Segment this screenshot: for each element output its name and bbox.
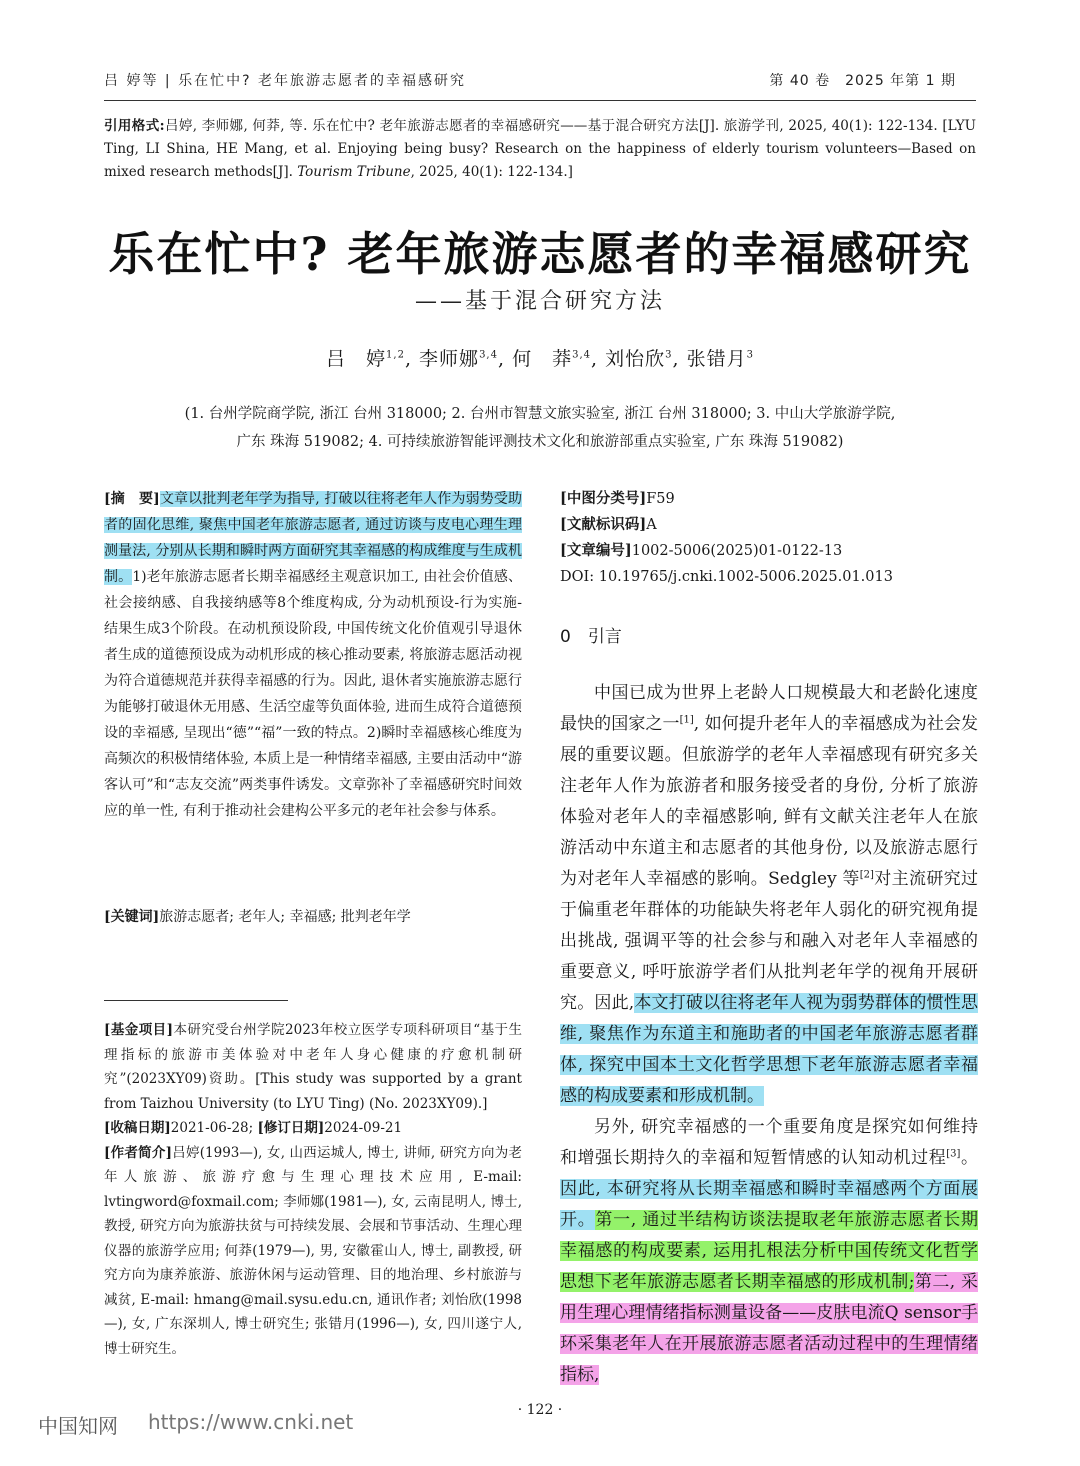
revised-label: [修订日期] — [257, 1120, 325, 1136]
abstract — [104, 486, 522, 824]
received-label: [收稿日期] — [104, 1120, 171, 1136]
doi: DOI: 10.19765/j.cnki.1002-5006.2025.01.013 — [560, 569, 893, 585]
clc-value: F59 — [646, 491, 675, 507]
author-bio-label: [作者简介] — [104, 1144, 173, 1161]
ref-marker: [2] — [859, 869, 874, 881]
keywords-text: 旅游志愿者; 老年人; 幸福感; 批判老年学 — [159, 909, 411, 925]
affiliation-line: 广东 珠海 519082; 4. 可持续旅游智能评测技术文化和旅游部重点实验室, 广东 珠海 519082) — [236, 434, 844, 450]
text-run: 中国已成为世界上老龄人口规模最大和老龄化速度最快的国家之一 — [560, 683, 978, 734]
cnki-logo: 中国知网 — [38, 1414, 118, 1438]
article-id-value: 1002-5006(2025)01-0122-13 — [631, 543, 843, 559]
citation-block — [104, 115, 976, 184]
author-list: 吕 婷$^{1,2}$, 李师娜$^{3,4}$, 何 莽$^{3,4}$, 刘怡欣$^3$, 张错月$^3$ — [326, 348, 754, 370]
abstract-highlight: 文章以批判老年学为指导, 打破以往将老年人作为弱势受助者的固化思维, 聚焦中国老年旅游志愿者, 通过访谈与皮电心理生理测量法, 分别从长期和瞬时两方面研究其幸福感的构成维度与生成机制。 — [104, 491, 522, 585]
author-name: 李师娜 — [419, 348, 480, 370]
fund-info — [104, 1018, 522, 1116]
author-affil-sup: 3,4 — [479, 349, 498, 361]
highlight-green: 第一, 通过半结构访谈法提取老年旅游志愿者长期幸福感的构成要素, 运用扎根法分析中国传统文化哲学思想下老年旅游志愿者长期幸福感的形成机制; — [560, 1210, 979, 1292]
article-meta — [560, 486, 978, 590]
author-name: 张错月 — [686, 348, 747, 370]
page-number: · 122 · — [517, 1402, 563, 1418]
affiliation-line: (1. 台州学院商学院, 浙江 台州 318000; 2. 台州市智慧文旅实验室, 浙江 台州 318000; 3. 中山大学旅游学院, — [184, 406, 896, 422]
citation-label: 引用格式: — [104, 118, 165, 134]
author-bio — [104, 1141, 522, 1362]
running-title: 吕 婷等 | 乐在忙中? 老年旅游志愿者的幸福感研究 — [104, 73, 466, 89]
keywords-label: [关键词] — [104, 909, 160, 925]
affiliations — [140, 400, 940, 456]
doc-code-label: [文献标识码] — [560, 516, 647, 533]
article-id-row — [560, 538, 978, 564]
clc-row — [560, 486, 978, 512]
paper-subtitle: ——基于混合研究方法 — [414, 289, 665, 314]
paper-title: 乐在忙中? 老年旅游志愿者的幸福感研究 — [108, 227, 972, 281]
clc-label: [中图分类号] — [560, 490, 647, 507]
author-affil-sup: 3 — [665, 349, 673, 361]
footnote-block — [104, 1018, 522, 1361]
text-run: 。 — [960, 1148, 979, 1168]
abstract-label: [摘 要] — [104, 491, 160, 507]
received-date: 2021-06-28; — [170, 1120, 254, 1136]
ref-marker: [3] — [946, 1148, 961, 1160]
fund-text: 本研究受台州学院2023年校立医学专项科研项目“基于生理指标的旅游市美体验对中老年人身心健康的疗愈机制研究”(2023XY09)资助。[This study was supported by a grant from Taizhou University (to LYU Ting) (No. 2023XY09).] — [104, 1022, 522, 1112]
text-run: , 如何提升老年人的幸福感成为社会发展的重要议题。但旅游学的老年人幸福感现有研究多关注老年人作为旅游者和服务接受者的身份, 分析了旅游体验对老年人的幸福感影响, 鲜有文献关注老年人在旅游活动中东道主和志愿者的其他身份, 以及旅游志愿行为对老年人幸福感的影响。Sedgley 等 — [560, 714, 979, 889]
intro-paragraph — [560, 1112, 978, 1391]
author-name: 刘怡欣 — [605, 348, 666, 370]
highlight-pink: 第二, 采用生理心理情绪指标测量设备——皮肤电流Q sensor手环采集老年人在开展旅游志愿者活动过程中的生理情绪指标, — [560, 1272, 979, 1385]
author-name: 何 莽 — [512, 348, 573, 370]
doc-code-value: A — [646, 517, 657, 533]
footnote-divider — [104, 1000, 288, 1001]
author-bio-text: 吕婷(1993—), 女, 山西运城人, 博士, 讲师, 研究方向为老年人旅游、旅游疗愈与生理心理技术应用, E-mail: lvtingword@foxmail.com; 李师娜(1981—), 女, 云南昆明人, 博士, 教授, 研究方向为旅游扶贫与可持续发展、会展和节事活动、生理心理仪器的旅游学应用; 何莽(1979—), 男, 安徽霍山人, 博士, 副教授, 研究方向为康养旅游、旅游休闲与运动管理、目的地治理、乡村旅游与减贫, E-mail: hmang@mail.sysu.edu.cn, 通讯作者; 刘怡欣(1998—), 女, 广东深圳人, 博士研究生; 张错月(1996—), 女, 四川遂宁人, 博士研究生。 — [104, 1144, 522, 1357]
highlight-blue: 本文打破以往将老年人视为弱势群体的惯性思维, 聚焦作为东道主和施助者的中国老年旅游志愿者群体, 探究中国本土文化哲学思想下老年旅游志愿者幸福感的构成要素和形成机制。 — [560, 993, 978, 1106]
header-divider — [104, 100, 976, 101]
author-affil-sup: 1,2 — [386, 349, 405, 361]
text-run: 对主流研究过于偏重老年群体的功能缺失将老年人弱化的研究视角提出挑战, 强调平等的社会参与和融入对老年人幸福感的重要意义, 呼吁旅游学者们从批判老年学的视角开展研究。因此, — [560, 869, 979, 1013]
text-run: 另外, 研究幸福感的一个重要角度是探究如何维持和增强长期持久的幸福和短暂情感的认知动机过程 — [560, 1117, 978, 1168]
fund-label: [基金项目] — [104, 1022, 174, 1038]
author-affil-sup: 3,4 — [572, 349, 591, 361]
author-name: 吕 婷 — [326, 348, 387, 370]
section-heading: 0 引言 — [560, 627, 622, 647]
revised-date: 2024-09-21 — [324, 1120, 403, 1136]
citation-tail: , 2025, 40(1): 122-134.] — [410, 164, 573, 180]
intro-body — [560, 678, 978, 1391]
ref-marker: [1] — [679, 714, 694, 726]
volume-issue: 第 40 卷 2025 年第 1 期 — [769, 73, 956, 89]
abstract-body: 1)老年旅游志愿者长期幸福感经主观意识加工, 由社会价值感、社会接纳感、自我接纳感等8个维度构成, 分为动机预设-行为实施-结果生成3个阶段。在动机预设阶段, 中国传统文化价值观引导退休者生成的道德预设成为动机形成的核心推动要素, 将旅游志愿活动视为符合道德规范并获得幸福感的行为。因此, 退休者实施旅游志愿行为能够打破退休无用感、生活空虚等负面体验, 进而生成符合道德预设的幸福感, 呈现出“德”“福”一致的特点。2)瞬时幸福感核心维度为高频次的积极情绪体验, 本质上是一种情绪幸福感, 主要由活动中“游客认可”和“志友交流”两类事件诱发。文章弥补了幸福感研究时间效应的单一性, 有利于推动社会建构公平多元的老年社会参与体系。 — [104, 569, 522, 819]
intro-paragraph — [560, 678, 978, 1112]
author-affil-sup: 3 — [746, 349, 754, 361]
keywords — [104, 904, 522, 930]
cnki-url: https://www.cnki.net — [148, 1410, 354, 1434]
highlight-blue: 因此, 本研究将从长期幸福感和瞬时幸福感两个方面展开。 — [560, 1179, 978, 1230]
citation-text: 吕婷, 李师娜, 何莽, 等. 乐在忙中? 老年旅游志愿者的幸福感研究——基于混合研究方法[J]. 旅游学刊, 2025, 40(1): 122-134. [LYU Ting, LI Shina, HE Mang, et al. Enjoying being busy? Research on the happiness of elderly tourism volunteers—Based on mixed research methods[J]. — [104, 118, 976, 180]
citation-journal: Tourism Tribune — [297, 164, 411, 180]
doc-code-row — [560, 512, 978, 538]
dates — [104, 1116, 522, 1141]
article-id-label: [文章编号] — [560, 542, 632, 559]
